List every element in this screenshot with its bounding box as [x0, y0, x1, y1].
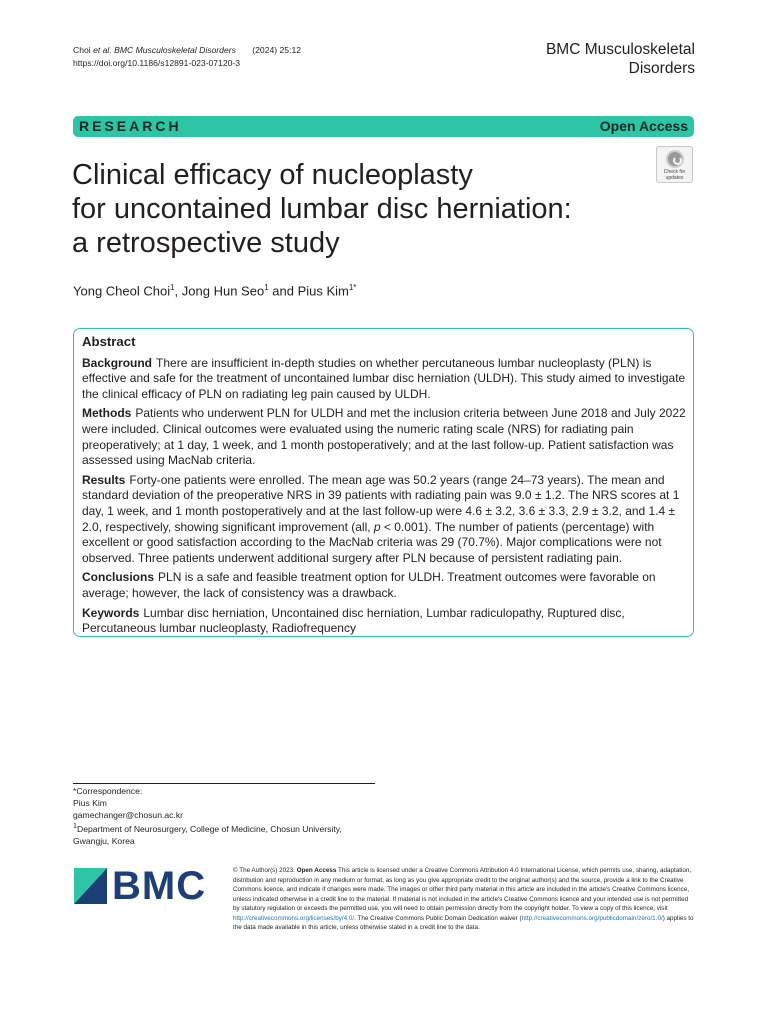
- section-text: Patients who underwent PLN for ULDH and met the inclusion criteria between June 2018 and July 2022 were included. Clinical outcomes were evaluated using the numeric rating scale (NRS) for radiating pain preoperatively; at 1 day, 1 week, and 1 month postoperatively; and at the last follow-up. Patient satisfaction was assessed using MacNab criteria.: [82, 406, 686, 468]
- author-name: Jong Hun Seo: [181, 283, 265, 299]
- article-title: [72, 158, 632, 260]
- license-statement: [233, 866, 695, 933]
- check-for-updates-button[interactable]: [656, 146, 693, 183]
- author-affiliation-sup: 1*: [348, 283, 357, 292]
- author-affiliation-sup: 1: [264, 283, 269, 292]
- refresh-icon: [666, 150, 684, 168]
- abstract-conclusions: [82, 570, 686, 601]
- section-text: Lumbar disc herniation, Uncontained disc herniation, Lumbar radiculopathy, Ruptured disc, Percutaneous lumbar nucleoplasty, Radiofrequency: [82, 605, 625, 636]
- section-text: Forty-one patients were enrolled. The mean age was 50.2 years (range 24–73 years). The mean and standard deviation of the preoperative NRS in 39 patients with radiating pain was 9.0 ± 1.2. The NRS scores at 1 day, 1 week, and 1 month postoperatively and at the last follow-up were 4.6 ± 3.2, 3.6 ± 3.3, 2.9 ± 3.2, and 1.4 ± 2.0, respectively, showing significant improvement (all,: [82, 472, 680, 534]
- author-affiliation-sup: 1: [170, 283, 175, 292]
- article-type-label: RESEARCH: [79, 118, 182, 134]
- copyright-text: © The Author(s) 2023.: [233, 867, 295, 874]
- license-link[interactable]: http://creativecommons.org/licenses/by/4.0/: [233, 914, 355, 922]
- journal-name: BMC Musculoskeletal Disorders: [545, 41, 695, 77]
- correspondence-email[interactable]: gamechanger@chosun.ac.kr: [73, 809, 183, 820]
- author-separator: ,: [174, 283, 182, 299]
- open-access-label: Open Access: [599, 118, 688, 134]
- citation-journal: et al. BMC Musculoskeletal Disorders: [93, 45, 236, 55]
- public-domain-link[interactable]: http://creativecommons.org/publicdomain/zero/1.0/: [521, 914, 663, 922]
- citation-header: [73, 44, 301, 70]
- citation-line: [73, 44, 301, 57]
- abstract-heading: Abstract: [82, 334, 136, 349]
- affiliation: [73, 821, 342, 836]
- license-text: ) applies to the data made available in this article, unless otherwise stated in a credit line to the data.: [233, 914, 694, 931]
- author-list: [73, 283, 356, 298]
- check-for-updates-label: Check for updates: [663, 169, 686, 181]
- citation-year: (2024) 25:12: [252, 45, 302, 55]
- section-text: < 0.001). The number of patients (percentage) with excellent or good satisfaction according to the MacNab criteria was 29 (70.7%). Major complications were not observed. Three patients underwent additional surgery after PLN because of persistent radiating pain.: [82, 519, 662, 565]
- author-name: Pius Kim: [297, 283, 349, 299]
- abstract-background: [82, 356, 686, 403]
- citation-author: Choi: [73, 45, 91, 55]
- correspondence-footnote: [73, 786, 342, 848]
- author-name: Yong Cheol Choi: [73, 283, 171, 299]
- bmc-logo: [74, 864, 216, 908]
- bmc-mark-icon: [74, 868, 107, 904]
- title-line: Clinical efficacy of nucleoplasty: [72, 159, 473, 191]
- footnote-divider: [73, 783, 375, 784]
- section-label: Results: [82, 472, 126, 487]
- correspondence-name: Pius Kim: [73, 797, 107, 808]
- doi-link[interactable]: https://doi.org/10.1186/s12891-023-07120-3: [73, 58, 241, 68]
- section-text: PLN is a safe and feasible treatment option for ULDH. Treatment outcomes were favorable on average; however, the lack of consistency was a drawback.: [82, 570, 656, 600]
- section-label: Keywords: [82, 605, 140, 620]
- abstract-box: [73, 328, 694, 637]
- section-text: There are insufficient in-depth studies on whether percutaneous lumbar nucleoplasty (PLN) is effective and safe for the treatment of uncontained lumbar disc herniation (ULDH). This study aimed to investigate the clinical efficacy of PLN on radiating leg pain caused by ULDH.: [82, 355, 686, 401]
- affiliation-sup: 1: [73, 822, 77, 831]
- article-type-banner: [73, 116, 694, 137]
- license-text: This article is licensed under a Creative Commons Attribution 4.0 International License, which permits use, sharing, adaptation, distribution and reproduction in any medium or format, as long as you give appropriate credit to the original author(s) and the source, provide a link to the Creative Commons licence, and indicate if changes were made. The images or other third party material in this article are included in the article's Creative Commons licence, unless indicated otherwise in a credit line to the material. If material is not included in the article's Creative Commons licence and your intended use is not permitted by statutory regulation or exceeds the permitted use, you will need to obtain permission directly from the copyright holder. To view a copy of this licence, visit: [233, 867, 692, 912]
- title-line: a retrospective study: [72, 227, 340, 259]
- affiliation-text: Department of Neurosurgery, College of Medicine, Chosun University,: [76, 824, 342, 835]
- license-text: . The Creative Commons Public Domain Dedication waiver (: [354, 914, 522, 922]
- affiliation-city: Gwangju, Korea: [73, 836, 135, 847]
- correspondence-label: *Correspondence:: [73, 786, 143, 796]
- bmc-wordmark: BMC: [112, 864, 207, 908]
- section-label: Conclusions: [82, 570, 155, 585]
- p-value-symbol: p: [373, 519, 381, 534]
- abstract-results: [82, 473, 686, 567]
- open-access-text: Open Access: [296, 867, 337, 874]
- abstract-keywords: [82, 606, 686, 637]
- title-line: for uncontained lumbar disc herniation:: [72, 193, 572, 225]
- section-label: Methods: [82, 406, 132, 421]
- author-separator: and: [268, 283, 298, 299]
- section-label: Background: [82, 355, 153, 370]
- abstract-methods: [82, 406, 686, 468]
